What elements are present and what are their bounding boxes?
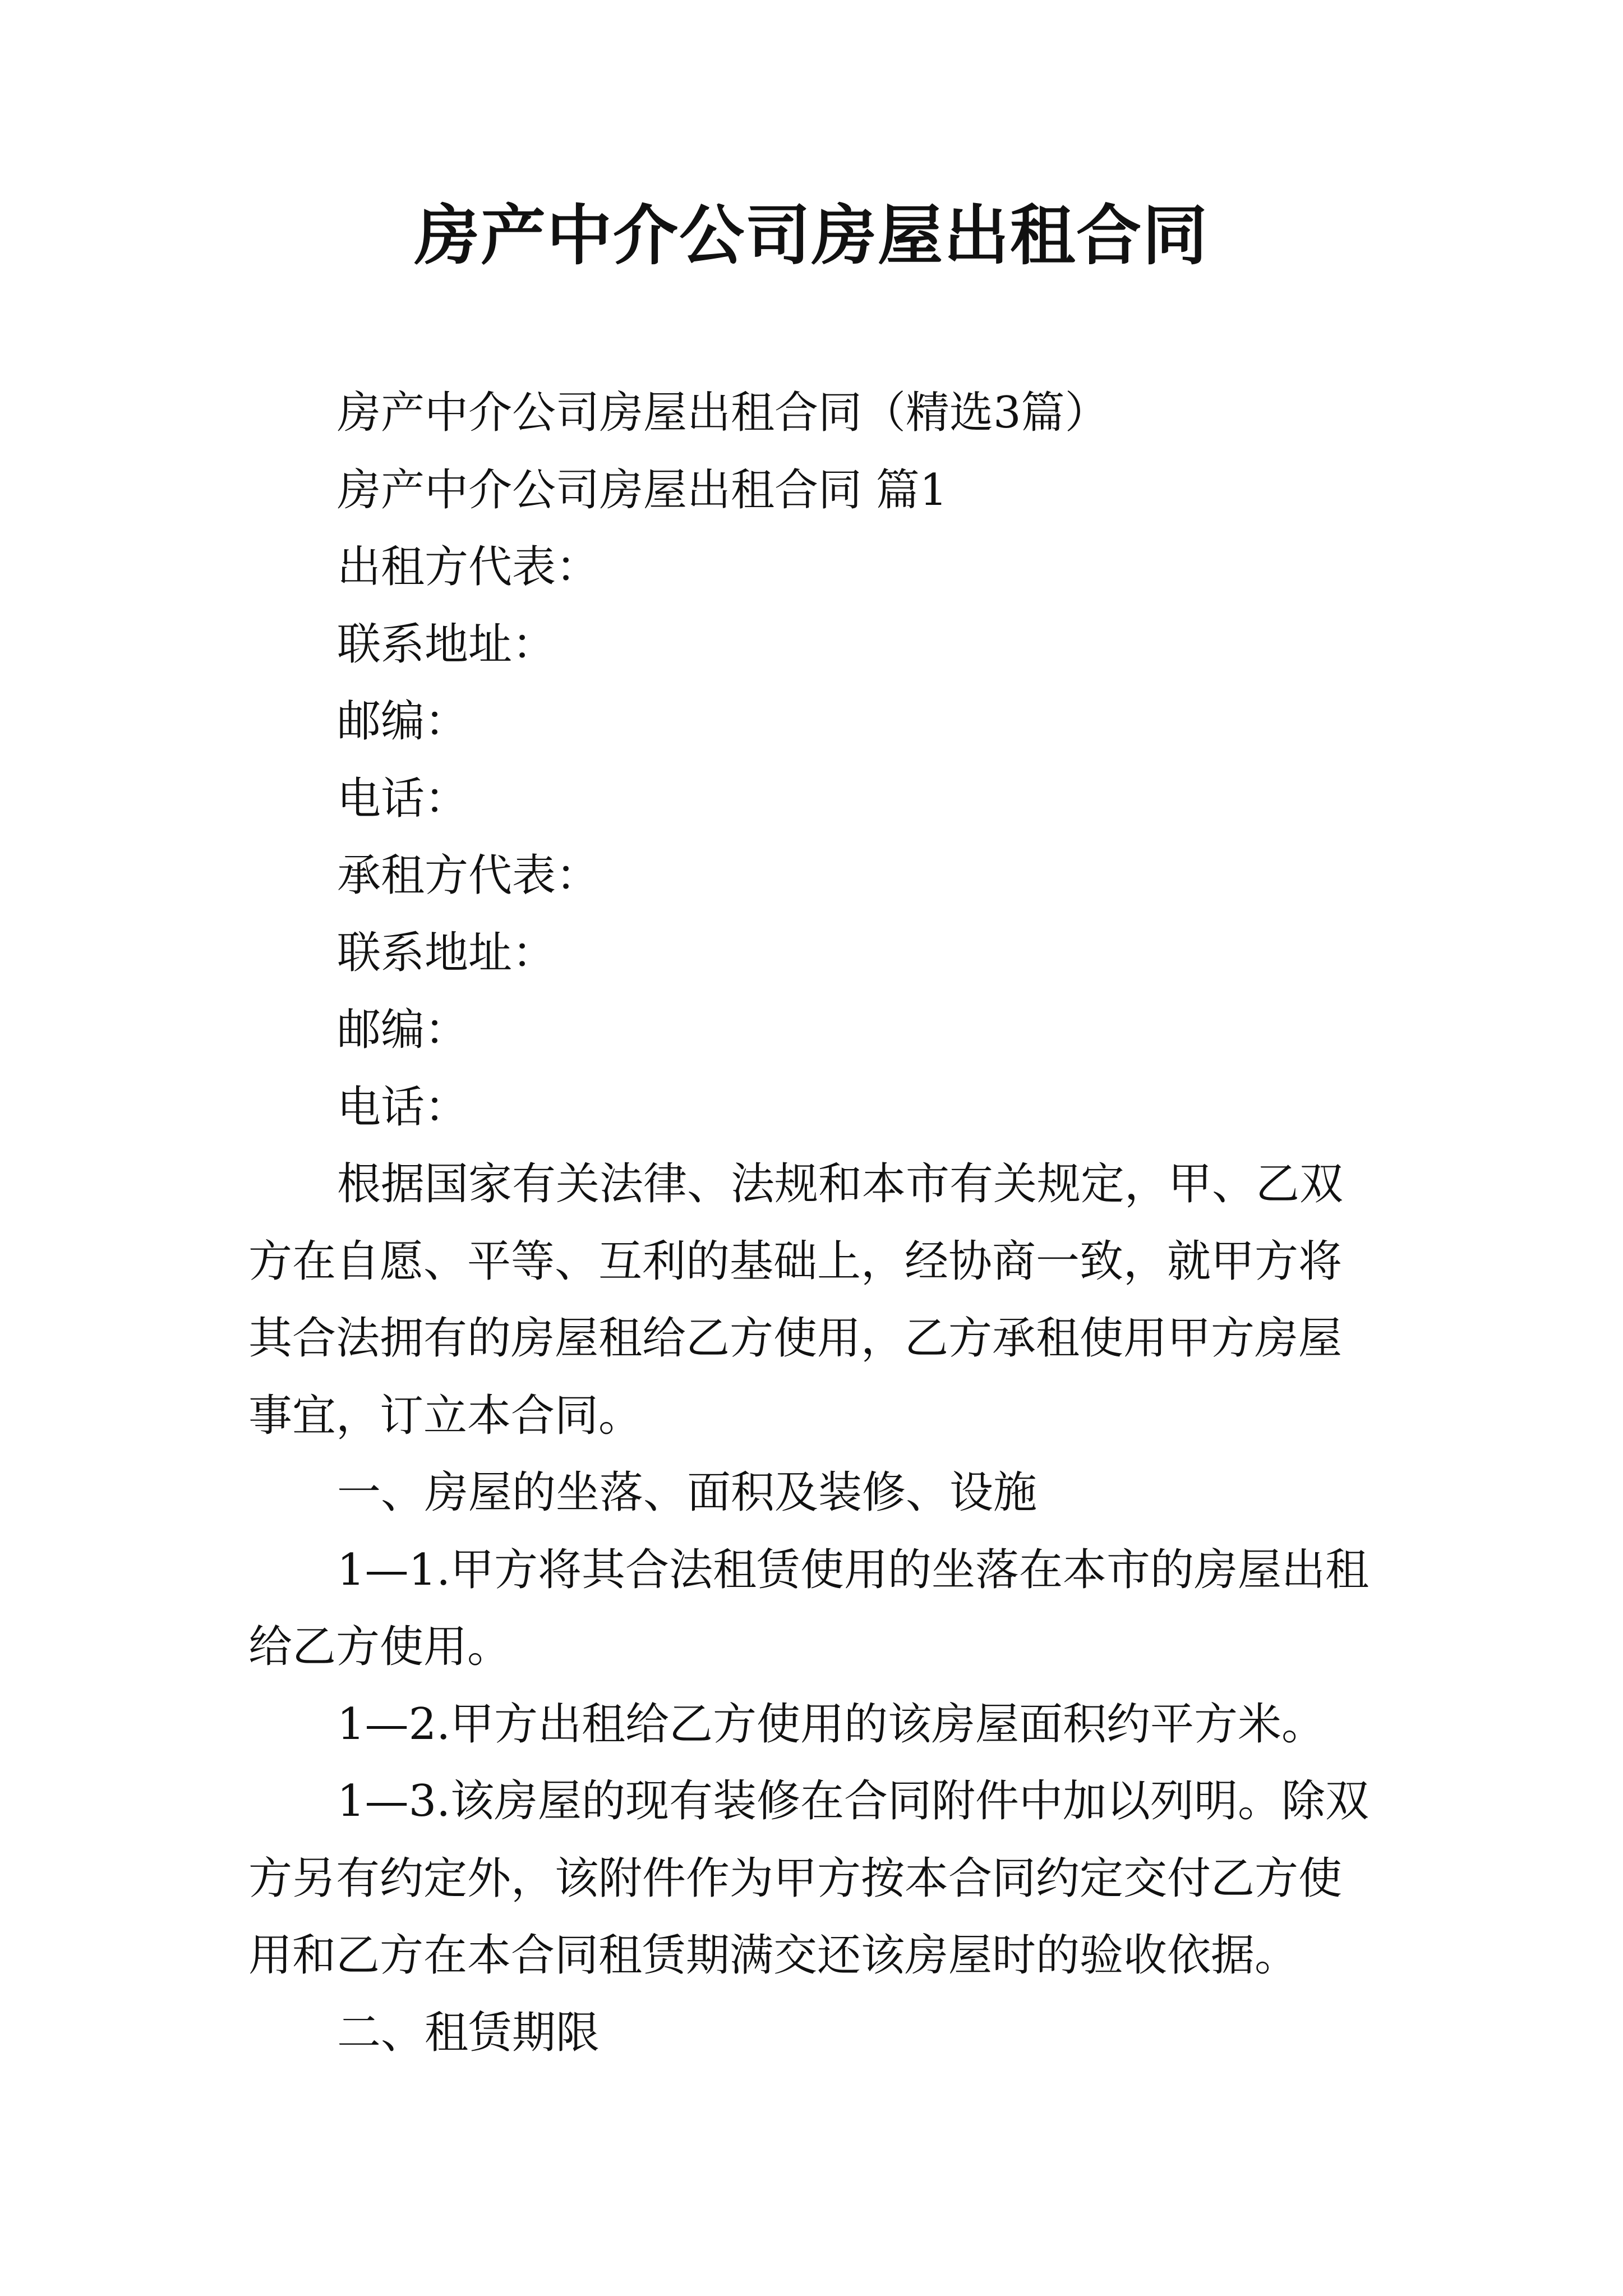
section-heading-part1: 房产中介公司房屋出租合同 篇1 (337, 464, 948, 516)
document-body (248, 375, 1384, 2072)
lessee-phone-field: 电话： (337, 1082, 469, 1133)
clause-1-1: 1—1.甲方将其合法租赁使用的坐落在本市的房屋出租给乙方使用。 (248, 1544, 1370, 1672)
lessee-postcode-field: 邮编： (337, 1005, 469, 1055)
preamble-paragraph: 根据国家有关法律、法规和本市有关规定，甲、乙双方在自愿、平等、互利的基础上，经协商一致，就甲方将其合法拥有的房屋租给乙方使用，乙方承租使用甲方房屋事宜，订立本合同。 (248, 1159, 1344, 1441)
subtitle-collection: 房产中介公司房屋出租合同（精选3篇） (337, 388, 1109, 438)
lessee-address-field: 联系地址： (337, 927, 556, 978)
clause-heading-1: 一、房屋的坐落、面积及装修、设施 (337, 1467, 1038, 1518)
clause-1-3: 1—3.该房屋的现有装修在合同附件中加以列明。除双方另有约定外，该附件作为甲方按本合同约定交付乙方使用和乙方在本合同租赁期满交还该房屋时的验收依据。 (248, 1776, 1370, 1981)
clause-heading-2: 二、租赁期限 (337, 2007, 600, 2058)
lessor-address-field: 联系地址： (337, 619, 556, 670)
lessor-phone-field: 电话： (337, 773, 469, 824)
lessor-postcode-field: 邮编： (337, 696, 469, 747)
clause-1-2: 1—2.甲方出租给乙方使用的该房屋面积约平方米。 (337, 1699, 1326, 1750)
lessee-representative-field: 承租方代表： (337, 850, 600, 901)
document-title: 房产中介公司房屋出租合同 (414, 197, 1209, 274)
lessor-representative-field: 出租方代表： (337, 542, 600, 592)
